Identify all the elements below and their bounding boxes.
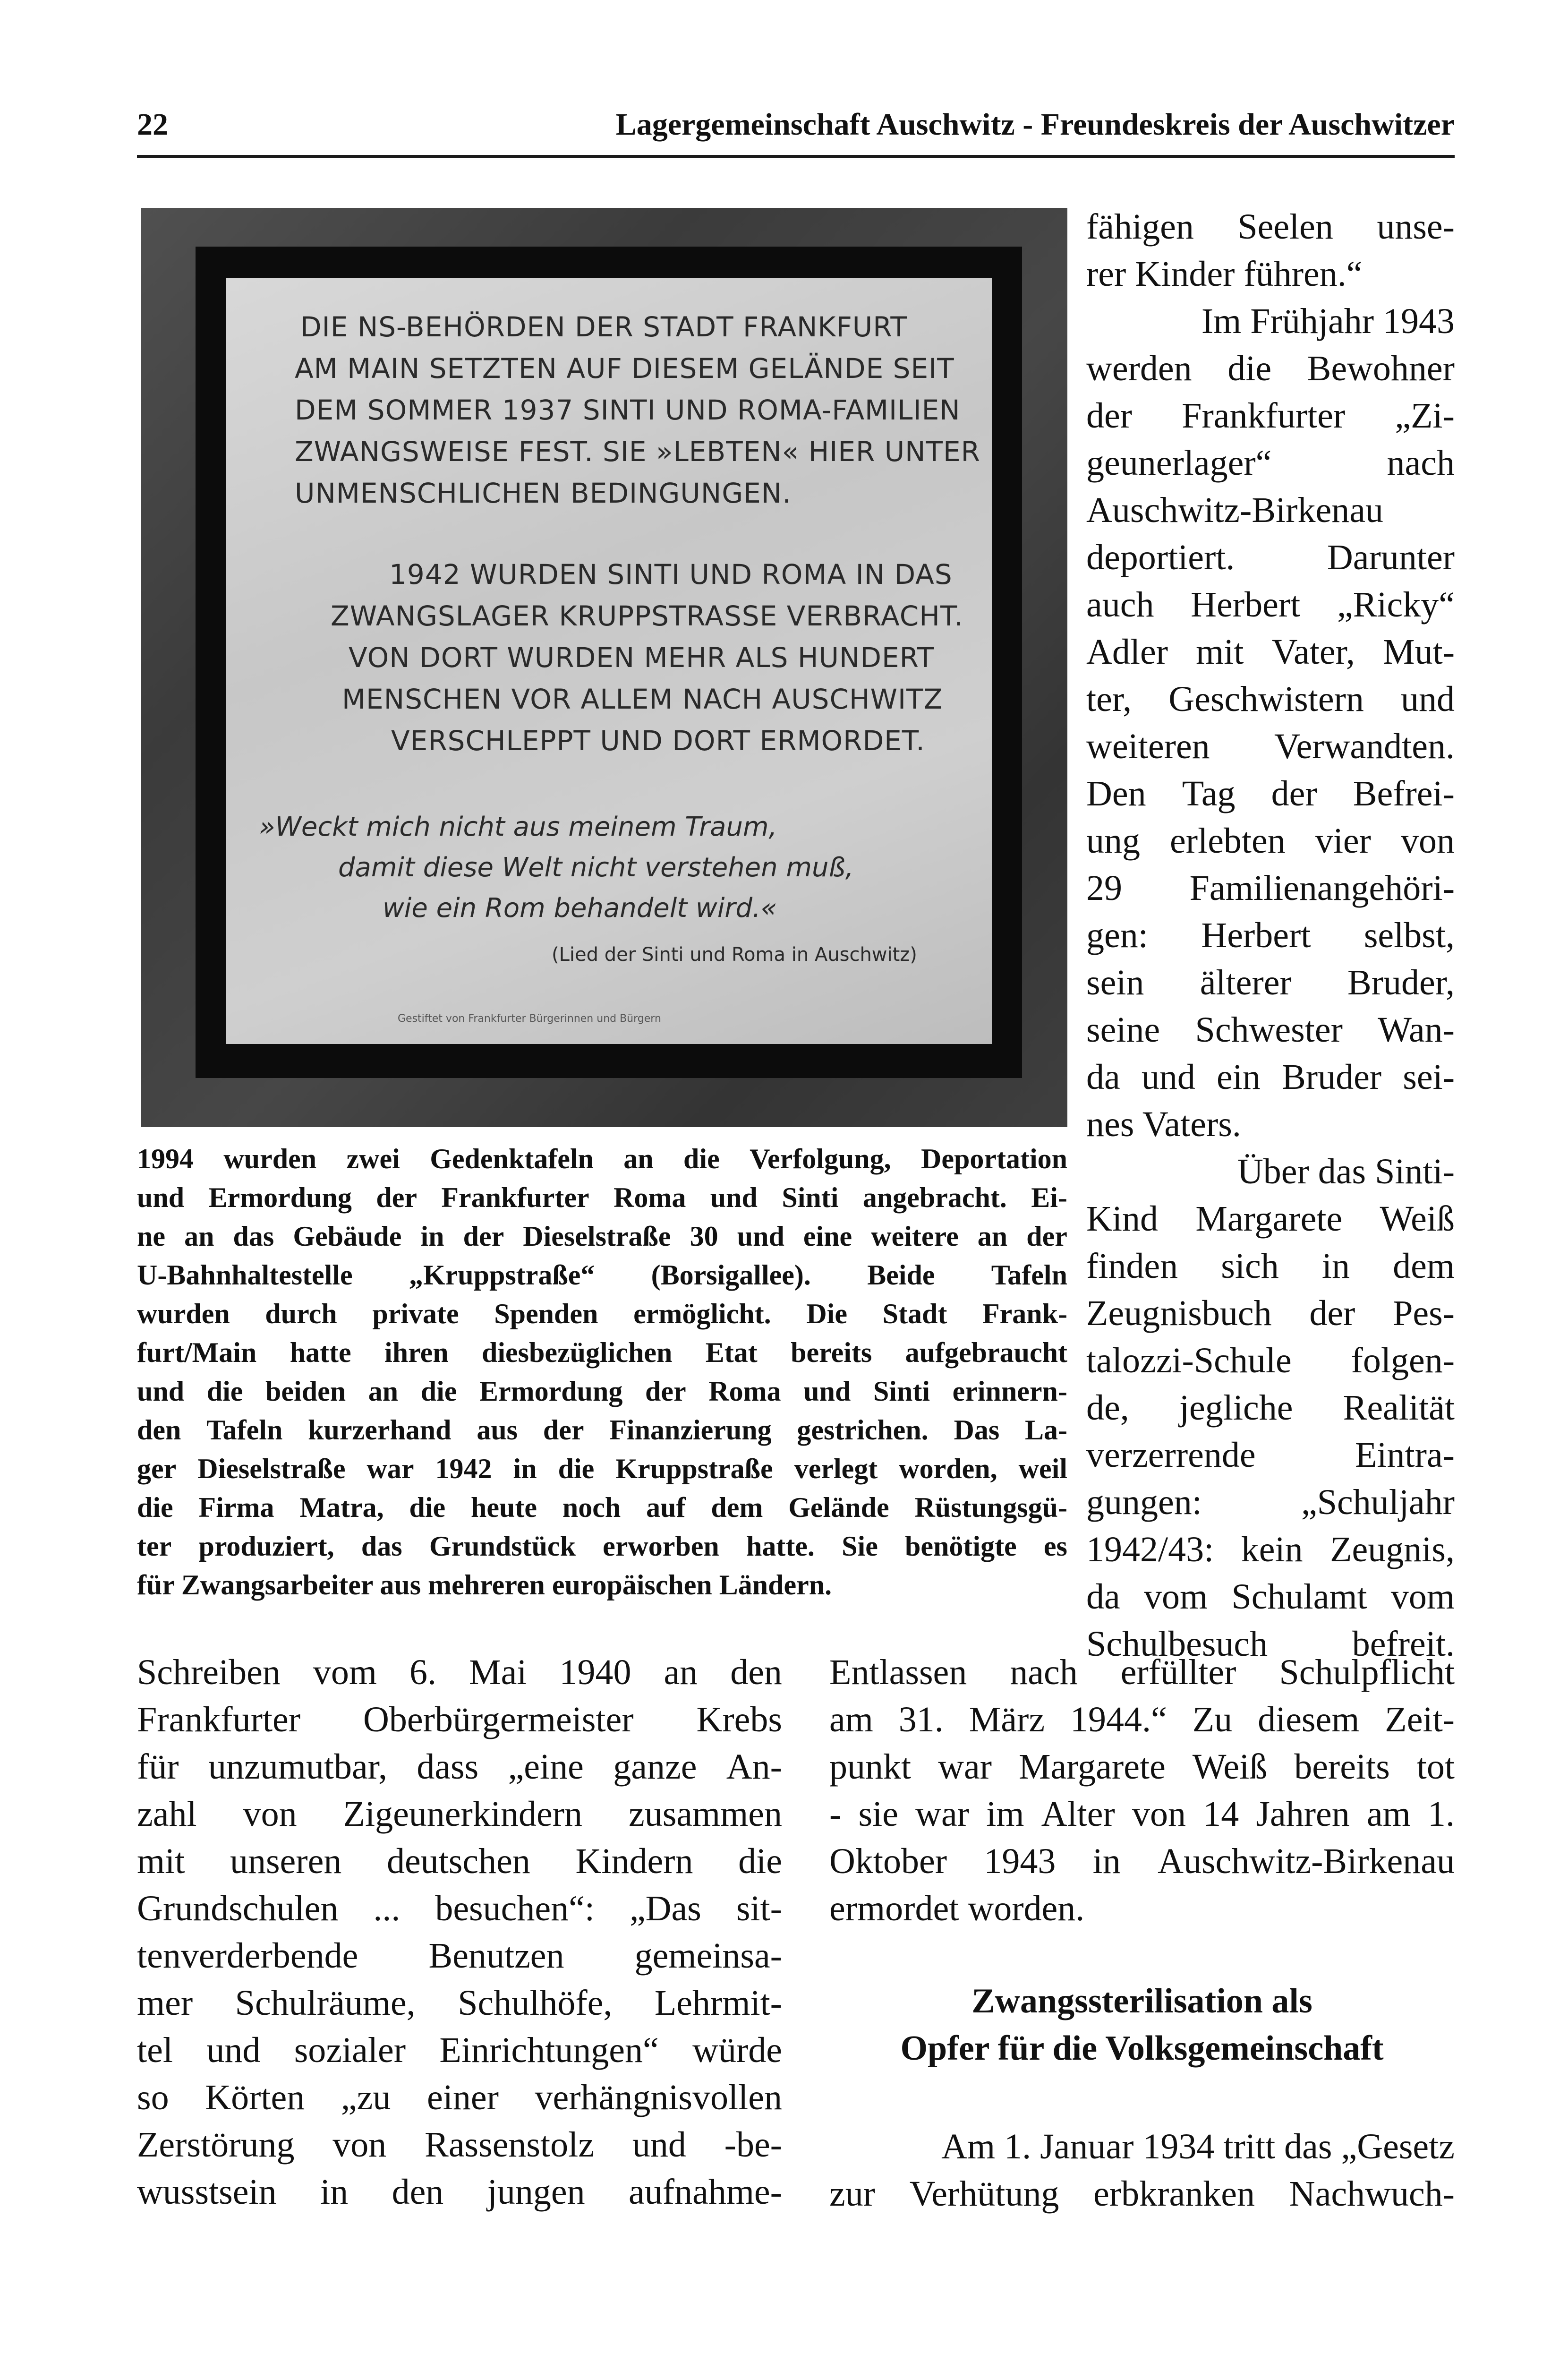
caption-line: ne an das Gebäude in der Dieselstraße 30 und eine weitere an der	[137, 1221, 1067, 1252]
caption-line: und Ermordung der Frankfurter Roma und Sinti angebracht. Ei-	[137, 1182, 1067, 1213]
section-heading-line: Zwangssterilisation als	[971, 1982, 1312, 2020]
text-line: für unzumutbar, dass „eine ganze An-	[137, 1747, 782, 1787]
text-line: nes Vaters.	[1086, 1104, 1241, 1144]
left-column-text	[137, 1649, 782, 2216]
text-line: finden sich in dem	[1086, 1246, 1455, 1286]
text-line: mer Schulräume, Schulhöfe, Lehrmit-	[137, 1983, 782, 2023]
text-line: rer Kinder führen.“	[1086, 254, 1363, 294]
caption-line: U-Bahnhaltestelle „Kruppstraße“ (Borsigallee). Beide Tafeln	[137, 1259, 1067, 1291]
text-line: Kind Margarete Weiß	[1086, 1199, 1455, 1239]
plaque-line: VERSCHLEPPT UND DORT ERMORDET.	[391, 725, 925, 757]
memorial-plaque-photo	[141, 208, 1067, 1127]
plaque-frame	[196, 247, 1022, 1078]
text-line: Frankfurter Oberbürgermeister Krebs	[137, 1700, 782, 1739]
text-line: - sie war im Alter von 14 Jahren am 1.	[829, 1794, 1455, 1834]
text-line: auch Herbert „Ricky“	[1086, 585, 1455, 625]
text-line: zahl von Zigeunerkindern zusammen	[137, 1794, 782, 1834]
caption-line: die Firma Matra, die heute noch auf dem Gelände Rüstungsgü-	[137, 1492, 1067, 1523]
page-header	[137, 99, 1455, 158]
text-line: tenverderbende Benutzen gemeinsa-	[137, 1936, 782, 1976]
section-heading	[829, 1977, 1455, 2072]
plaque-quote-line: wie ein Rom behandelt wird.«	[383, 893, 777, 924]
text-line: punkt war Margarete Weiß bereits tot	[829, 1747, 1455, 1787]
plaque-donor: Gestiftet von Frankfurter Bürgerinnen und Bürgern	[398, 1013, 661, 1025]
plaque-quote-line: damit diese Welt nicht verstehen muß,	[338, 852, 854, 883]
plaque-line: AM MAIN SETZTEN AUF DIESEM GELÄNDE SEIT	[295, 352, 954, 385]
text-line: wusstsein in den jungen aufnahme-	[137, 2172, 782, 2212]
text-line: mit unseren deutschen Kindern die	[137, 1841, 782, 1881]
text-line: 29 Familienangehöri-	[1086, 868, 1455, 908]
text-line: so Körten „zu einer verhängnisvollen	[137, 2078, 782, 2117]
text-line: seine Schwester Wan-	[1086, 1010, 1455, 1050]
text-line: tel und sozialer Einrichtungen“ würde	[137, 2030, 782, 2070]
text-line: gen: Herbert selbst,	[1086, 916, 1455, 955]
text-line: ter, Geschwistern und	[1086, 679, 1455, 719]
text-line: verzerrende Eintra-	[1086, 1435, 1455, 1475]
middle-column-text	[829, 1649, 1455, 1932]
text-line: Auschwitz-Birkenau	[1086, 490, 1383, 530]
text-line: Im Frühjahr 1943	[1201, 301, 1455, 341]
running-title: Lagergemeinschaft Auschwitz - Freundeskreis der Auschwitzer	[615, 107, 1455, 142]
plaque-line: DEM SOMMER 1937 SINTI UND ROMA-FAMILIEN	[295, 394, 961, 426]
plaque-line: ZWANGSWEISE FEST. SIE »LEBTEN« HIER UNTER	[295, 436, 980, 468]
text-line: geunerlager“ nach	[1086, 443, 1455, 483]
text-line: talozzi-Schule folgen-	[1086, 1341, 1455, 1380]
caption-line: und die beiden an die Ermordung der Roma und Sinti erinnern-	[137, 1376, 1067, 1407]
caption-line: für Zwangsarbeiter aus mehreren europäischen Ländern.	[137, 1569, 832, 1600]
text-line: Über das Sinti-	[1237, 1152, 1455, 1191]
caption-line: furt/Main hatte ihren diesbezüglichen Etat bereits aufgebraucht	[137, 1337, 1067, 1368]
text-line: weiteren Verwandten.	[1086, 727, 1455, 766]
plaque-line: MENSCHEN VOR ALLEM NACH AUSCHWITZ	[342, 683, 943, 715]
plaque-plate	[226, 278, 992, 1044]
text-line: Grundschulen ... besuchen“: „Das sit-	[137, 1889, 782, 1928]
text-line: Schulbesuch befreit.	[1086, 1624, 1455, 1664]
text-line: 1942/43: kein Zeugnis,	[1086, 1530, 1455, 1569]
plaque-line: 1942 WURDEN SINTI UND ROMA IN DAS	[389, 558, 953, 590]
caption-line: 1994 wurden zwei Gedenktafeln an die Verfolgung, Deportation	[137, 1143, 1067, 1174]
text-line: Zeugnisbuch der Pes-	[1086, 1293, 1455, 1333]
text-line: Am 1. Januar 1934 tritt das „Gesetz	[941, 2127, 1455, 2166]
text-line: zur Verhütung erbkranken Nachwuch-	[829, 2174, 1455, 2214]
text-line: ermordet worden.	[829, 1889, 1085, 1928]
text-line: ung erlebten vier von	[1086, 821, 1455, 861]
section-heading-line: Opfer für die Volksgemeinschaft	[900, 2029, 1384, 2068]
text-line: werden die Bewohner	[1086, 349, 1455, 388]
text-line: deportiert. Darunter	[1086, 538, 1455, 577]
plaque-line: DIE NS-BEHÖRDEN DER STADT FRANKFURT	[300, 311, 908, 343]
caption-line: wurden durch private Spenden ermöglicht. Die Stadt Frank-	[137, 1298, 1067, 1329]
plaque-line: UNMENSCHLICHEN BEDINGUNGEN.	[295, 477, 792, 509]
text-line: sein älterer Bruder,	[1086, 963, 1455, 1002]
text-line: Adler mit Vater, Mut-	[1086, 632, 1455, 672]
text-line: de, jegliche Realität	[1086, 1388, 1455, 1428]
text-line: am 31. März 1944.“ Zu diesem Zeit-	[829, 1700, 1455, 1739]
caption-line: ger Dieselstraße war 1942 in die Kruppstraße verlegt worden, weil	[137, 1453, 1067, 1484]
text-line: fähigen Seelen unse-	[1086, 207, 1455, 247]
text-line: Oktober 1943 in Auschwitz-Birkenau	[829, 1841, 1455, 1881]
plaque-quote-line: »Weckt mich nicht aus meinem Traum,	[259, 812, 777, 842]
caption-line: ter produziert, das Grundstück erworben hatte. Sie benötigte es	[137, 1531, 1067, 1562]
plaque-line: ZWANGSLAGER KRUPPSTRASSE VERBRACHT.	[331, 600, 963, 632]
text-line: da und ein Bruder sei-	[1086, 1057, 1455, 1097]
section-body-text	[829, 2123, 1455, 2217]
text-line: Zerstörung von Rassenstolz und -be-	[137, 2125, 782, 2165]
caption-line: den Tafeln kurzerhand aus der Finanzierung gestrichen. Das La-	[137, 1414, 1067, 1446]
plaque-line: VON DORT WURDEN MEHR ALS HUNDERT	[349, 642, 935, 674]
page-number: 22	[137, 107, 168, 142]
text-line: Schreiben vom 6. Mai 1940 an den	[137, 1652, 782, 1692]
text-line: der Frankfurter „Zi-	[1086, 396, 1455, 436]
plaque-source: (Lied der Sinti und Roma in Auschwitz)	[552, 944, 917, 966]
text-line: Den Tag der Befrei-	[1086, 774, 1455, 813]
figure-caption	[137, 1139, 1067, 1604]
text-line: gungen: „Schuljahr	[1086, 1482, 1455, 1522]
text-line: Entlassen nach erfüllter Schulpflicht	[829, 1652, 1455, 1692]
text-line: da vom Schulamt vom	[1086, 1577, 1455, 1617]
right-column-text	[1086, 203, 1455, 1668]
